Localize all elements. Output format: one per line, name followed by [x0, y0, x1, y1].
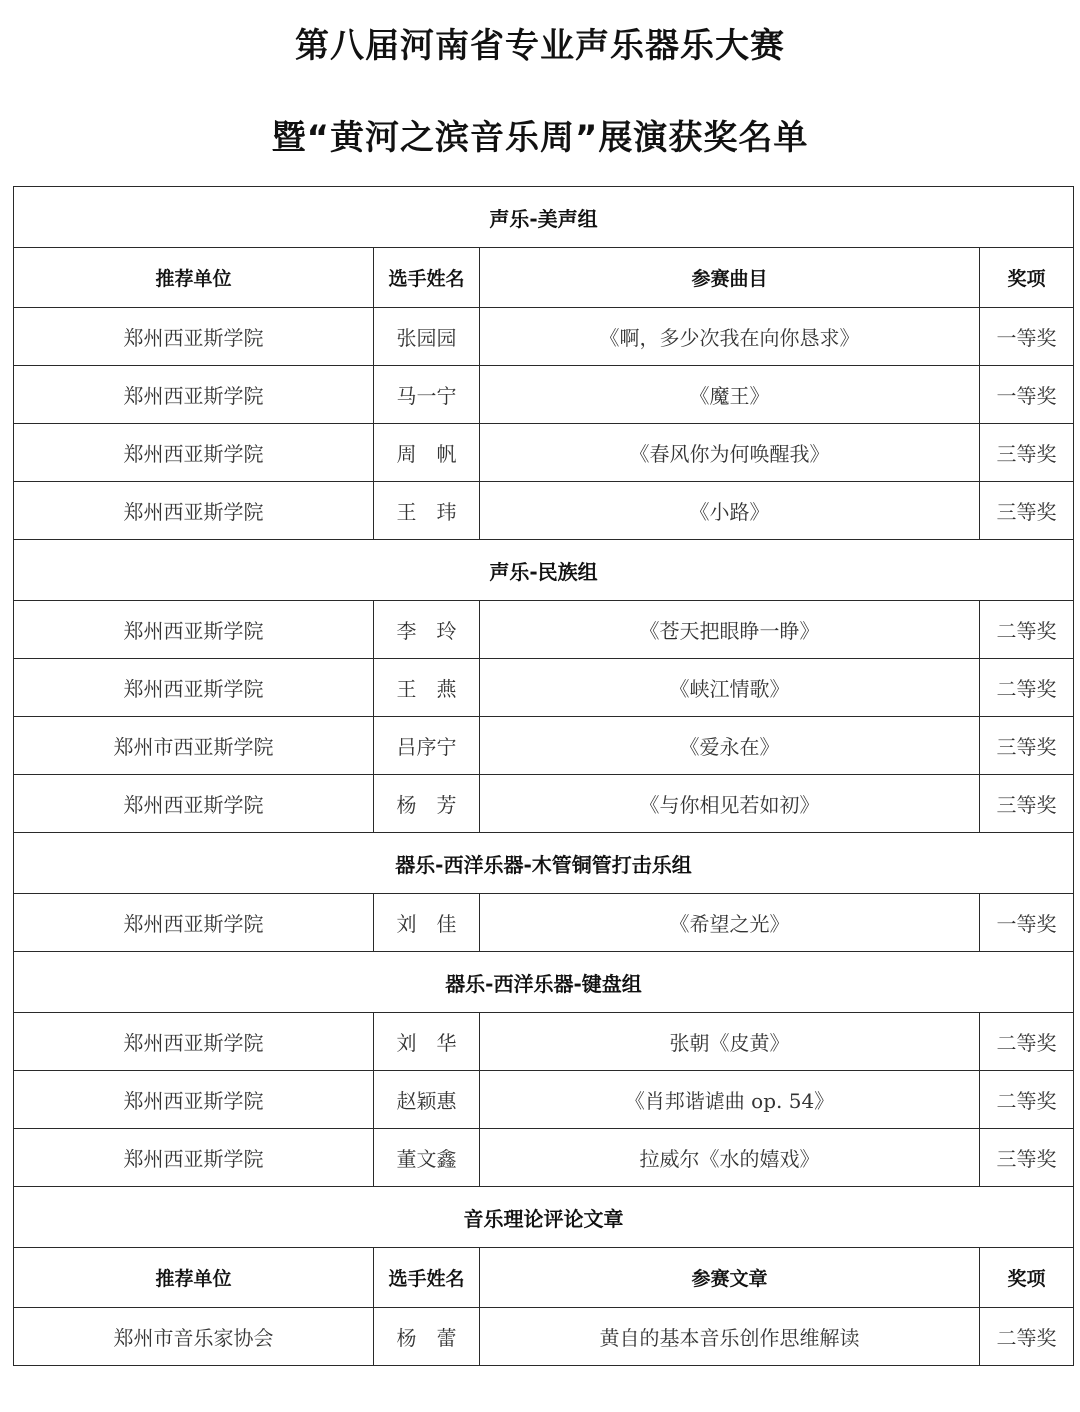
cell-award: 二等奖	[980, 601, 1074, 659]
cell-award: 三等奖	[980, 717, 1074, 775]
section-title: 音乐理论评论文章	[14, 1187, 1074, 1248]
cell-work: 黄自的基本音乐创作思维解读	[480, 1308, 980, 1366]
cell-award: 三等奖	[980, 1129, 1074, 1187]
header-unit: 推荐单位	[14, 1248, 374, 1308]
cell-award: 二等奖	[980, 659, 1074, 717]
header-unit: 推荐单位	[14, 248, 374, 308]
header-name: 选手姓名	[374, 248, 480, 308]
cell-name: 吕序宁	[374, 717, 480, 775]
section-header-row	[14, 1187, 1074, 1248]
table-row	[14, 775, 1074, 833]
cell-work: 《肖邦谐谑曲 op. 54》	[480, 1071, 980, 1129]
cell-work: 拉威尔《水的嬉戏》	[480, 1129, 980, 1187]
cell-name: 周 帆	[374, 424, 480, 482]
cell-name: 王 玮	[374, 482, 480, 540]
cell-unit: 郑州西亚斯学院	[14, 894, 374, 952]
cell-name: 马一宁	[374, 366, 480, 424]
cell-work: 《苍天把眼睁一睁》	[480, 601, 980, 659]
cell-name: 董文鑫	[374, 1129, 480, 1187]
cell-award: 一等奖	[980, 366, 1074, 424]
cell-award: 一等奖	[980, 308, 1074, 366]
table-row	[14, 1308, 1074, 1366]
cell-name: 王 燕	[374, 659, 480, 717]
header-work: 参赛文章	[480, 1248, 980, 1308]
cell-name: 刘 佳	[374, 894, 480, 952]
table-row	[14, 482, 1074, 540]
table-row	[14, 894, 1074, 952]
cell-name: 杨 芳	[374, 775, 480, 833]
cell-unit: 郑州西亚斯学院	[14, 308, 374, 366]
table-row	[14, 717, 1074, 775]
table-row	[14, 1013, 1074, 1071]
section-header-row	[14, 187, 1074, 248]
awards-table	[13, 186, 1074, 1366]
section-title: 声乐-美声组	[14, 187, 1074, 248]
cell-unit: 郑州西亚斯学院	[14, 1071, 374, 1129]
cell-name: 李 玲	[374, 601, 480, 659]
cell-unit: 郑州西亚斯学院	[14, 366, 374, 424]
table-row	[14, 366, 1074, 424]
cell-name: 赵颖惠	[374, 1071, 480, 1129]
cell-award: 二等奖	[980, 1071, 1074, 1129]
cell-work: 《啊，多少次我在向你恳求》	[480, 308, 980, 366]
cell-name: 杨 蕾	[374, 1308, 480, 1366]
table-row	[14, 659, 1074, 717]
cell-work: 《小路》	[480, 482, 980, 540]
table-row	[14, 308, 1074, 366]
cell-name: 张园园	[374, 308, 480, 366]
cell-unit: 郑州西亚斯学院	[14, 1129, 374, 1187]
cell-unit: 郑州西亚斯学院	[14, 775, 374, 833]
cell-work: 《希望之光》	[480, 894, 980, 952]
table-row	[14, 1129, 1074, 1187]
cell-award: 三等奖	[980, 482, 1074, 540]
table-row	[14, 601, 1074, 659]
cell-award: 一等奖	[980, 894, 1074, 952]
cell-award: 三等奖	[980, 424, 1074, 482]
cell-unit: 郑州西亚斯学院	[14, 482, 374, 540]
header-award: 奖项	[980, 1248, 1074, 1308]
column-header-row	[14, 248, 1074, 308]
column-header-row	[14, 1248, 1074, 1308]
header-work: 参赛曲目	[480, 248, 980, 308]
section-title: 声乐-民族组	[14, 540, 1074, 601]
page-subtitle: 暨“黄河之滨音乐周”展演获奖名单	[271, 118, 809, 158]
cell-name: 刘 华	[374, 1013, 480, 1071]
cell-work: 《爱永在》	[480, 717, 980, 775]
section-header-row	[14, 952, 1074, 1013]
section-header-row	[14, 540, 1074, 601]
cell-work: 张朝《皮黄》	[480, 1013, 980, 1071]
cell-work: 《春风你为何唤醒我》	[480, 424, 980, 482]
cell-work: 《魔王》	[480, 366, 980, 424]
cell-unit: 郑州市音乐家协会	[14, 1308, 374, 1366]
cell-award: 二等奖	[980, 1013, 1074, 1071]
header-award: 奖项	[980, 248, 1074, 308]
header-name: 选手姓名	[374, 1248, 480, 1308]
section-title: 器乐-西洋乐器-木管铜管打击乐组	[14, 833, 1074, 894]
cell-work: 《与你相见若如初》	[480, 775, 980, 833]
table-row	[14, 1071, 1074, 1129]
section-title: 器乐-西洋乐器-键盘组	[14, 952, 1074, 1013]
table-row	[14, 424, 1074, 482]
cell-work: 《峡江情歌》	[480, 659, 980, 717]
cell-award: 二等奖	[980, 1308, 1074, 1366]
cell-unit: 郑州西亚斯学院	[14, 424, 374, 482]
cell-unit: 郑州西亚斯学院	[14, 1013, 374, 1071]
cell-unit: 郑州西亚斯学院	[14, 659, 374, 717]
section-header-row	[14, 833, 1074, 894]
cell-award: 三等奖	[980, 775, 1074, 833]
cell-unit: 郑州西亚斯学院	[14, 601, 374, 659]
page-title: 第八届河南省专业声乐器乐大赛	[295, 26, 785, 66]
cell-unit: 郑州市西亚斯学院	[14, 717, 374, 775]
